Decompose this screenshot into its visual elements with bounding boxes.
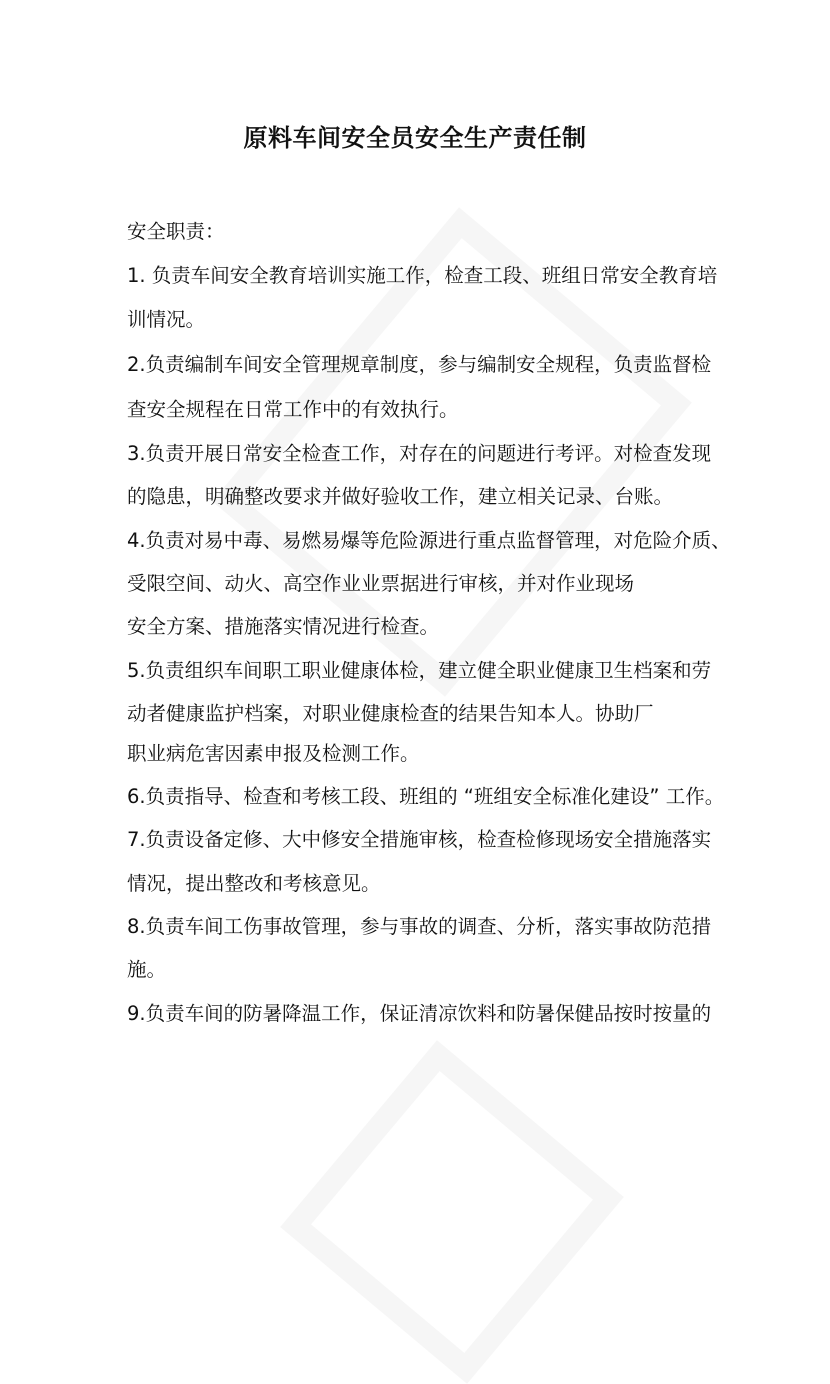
paragraph-line: 6.负责指导、检查和考核工段、班组的 “班组安全标准化建设” 工作。 bbox=[127, 785, 725, 808]
paragraph-line: 7.负责设备定修、大中修安全措施审核，检查检修现场安全措施落实 bbox=[127, 828, 712, 851]
paragraph-line: 5.负责组织车间职工职业健康体检，建立健全职业健康卫生档案和劳 bbox=[127, 659, 712, 682]
paragraph-line: 的隐患，明确整改要求并做好验收工作，建立相关记录、台账。 bbox=[127, 485, 674, 508]
paragraph-line: 职业病危害因素申报及检测工作。 bbox=[127, 742, 420, 765]
section-heading: 安全职责： bbox=[127, 220, 225, 243]
paragraph-line: 情况，提出整改和考核意见。 bbox=[127, 872, 381, 895]
paragraph-line: 安全方案、措施落实情况进行检查。 bbox=[127, 615, 440, 638]
paragraph-line: 3.负责开展日常安全检查工作，对存在的问题进行考评。对检查发现 bbox=[127, 442, 712, 465]
paragraph-line: 9.负责车间的防暑降温工作，保证清凉饮料和防暑保健品按时按量的 bbox=[127, 1002, 712, 1025]
paragraph-line: 4.负责对易中毒、易燃易爆等危险源进行重点监督管理，对危险介质、 bbox=[127, 529, 731, 552]
watermark bbox=[280, 1040, 624, 1384]
paragraph-line: 施。 bbox=[127, 958, 167, 981]
paragraph-line: 1. 负责车间安全教育培训实施工作，检查工段、班组日常安全教育培 bbox=[127, 264, 718, 287]
paragraph-line: 受限空间、动火、高空作业业票据进行审核，并对作业现场 bbox=[127, 572, 635, 595]
paragraph-line: 动者健康监护档案，对职业健康检查的结果告知本人。协助厂 bbox=[127, 702, 654, 725]
paragraph-line: 2.负责编制车间安全管理规章制度，参与编制安全规程，负责监督检 bbox=[127, 353, 712, 376]
document-title: 原料车间安全员安全生产责任制 bbox=[243, 124, 587, 152]
paragraph-line: 训情况。 bbox=[127, 308, 206, 331]
paragraph-line: 查安全规程在日常工作中的有效执行。 bbox=[127, 398, 459, 421]
paragraph-line: 8.负责车间工伤事故管理，参与事故的调查、分析，落实事故防范措 bbox=[127, 915, 712, 938]
